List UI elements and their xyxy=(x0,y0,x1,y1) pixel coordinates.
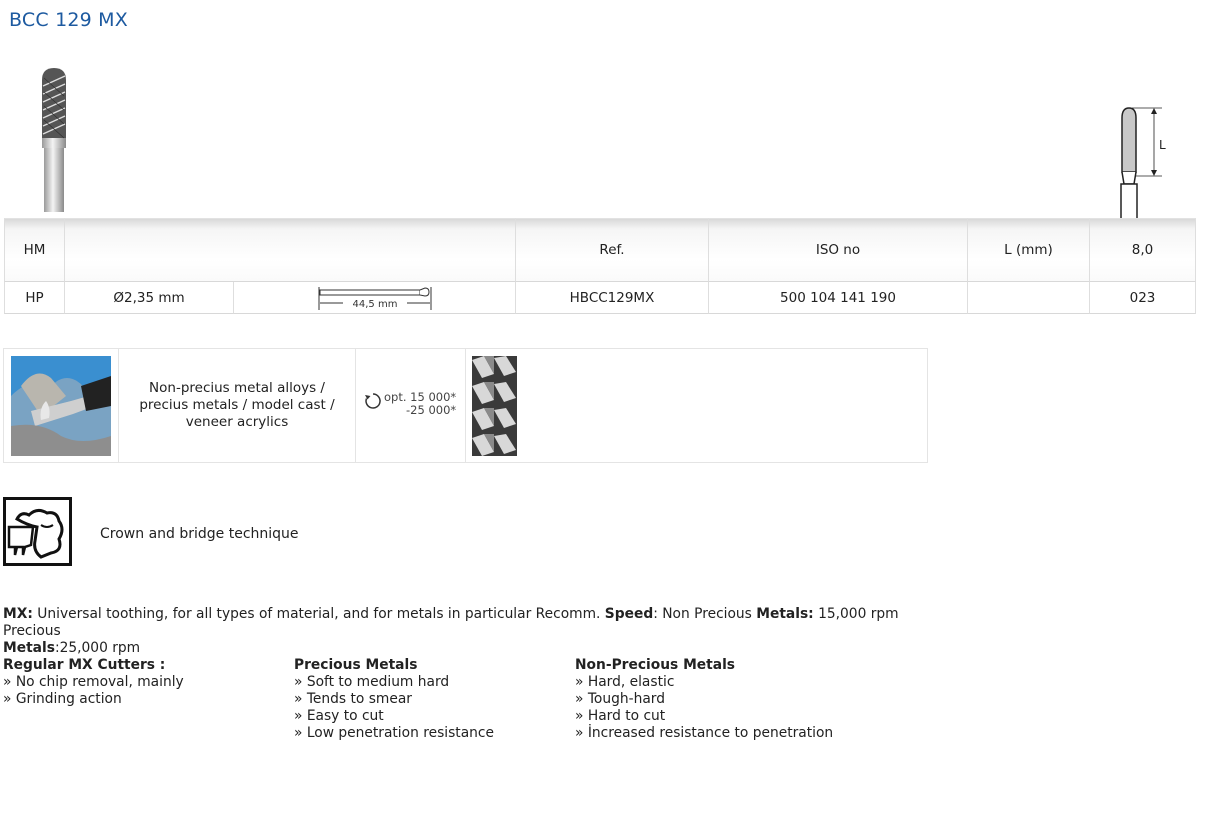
iso-header: ISO no xyxy=(709,218,968,282)
bur-photo xyxy=(36,66,72,212)
spec-table xyxy=(4,218,1196,314)
speed-line-1: opt. 15 000* xyxy=(384,390,457,404)
application-photo xyxy=(11,356,111,456)
list-item: » Tough-hard xyxy=(575,691,665,707)
diameter-cell: Ø2,35 mm xyxy=(65,282,234,314)
metals-label-2: Metals xyxy=(3,640,55,656)
materials-text: Non-precius metal alloys / precius metals / model cast / veneer acrylics xyxy=(139,380,335,430)
iso-cell: 500 104 141 190 xyxy=(709,282,968,314)
spec-data-row xyxy=(4,282,1196,314)
rotation-icon xyxy=(364,392,382,410)
bur-schematic xyxy=(1110,104,1170,219)
precious-metals-column xyxy=(294,657,494,742)
list-item: » Soft to medium hard xyxy=(294,674,450,690)
list-item: » No chip removal, mainly xyxy=(3,674,184,690)
dimension-label: L xyxy=(1159,138,1166,152)
material-cell: HM xyxy=(4,218,65,282)
toothing-box xyxy=(466,349,927,462)
regular-mx-column xyxy=(3,657,184,708)
shank-length-cell xyxy=(234,282,516,314)
shank-cell: HP xyxy=(4,282,65,314)
list-item: » Low penetration resistance xyxy=(294,725,494,741)
speed-label: Speed xyxy=(604,606,654,622)
crown-bridge-icon xyxy=(3,497,72,566)
header-blank-cell xyxy=(65,218,516,282)
speed-text-3: :25,000 rpm xyxy=(54,640,141,656)
shank-length-label: 44,5 mm xyxy=(352,298,397,310)
ref-header: Ref. xyxy=(516,218,709,282)
length-cell xyxy=(968,282,1090,314)
mx-label: MX: xyxy=(3,606,33,622)
speed-box xyxy=(356,349,466,462)
list-item: » Hard, elastic xyxy=(575,674,675,690)
spec-header-row xyxy=(4,218,1196,282)
metals-label-1: Metals: xyxy=(756,606,814,622)
materials-box xyxy=(119,349,356,462)
length-header: L (mm) xyxy=(968,218,1090,282)
page-title: BCC 129 MX xyxy=(9,9,128,31)
speed-line-2: -25 000* xyxy=(406,403,457,417)
column-heading: Regular MX Cutters : xyxy=(3,657,166,673)
list-item: » Easy to cut xyxy=(294,708,384,724)
size-cell: 023 xyxy=(1090,282,1196,314)
speed-recommendation xyxy=(364,391,456,417)
speed-text-2: 15,000 rpm Precious xyxy=(3,606,899,639)
description xyxy=(3,606,943,657)
mx-text: Universal toothing, for all types of material, and for metals in particular Recomm. xyxy=(32,606,605,622)
shank-length-diagram xyxy=(313,284,437,312)
speed-text: : Non Precious xyxy=(653,606,757,622)
technique-label: Crown and bridge technique xyxy=(100,526,299,542)
list-item: » Grinding action xyxy=(3,691,122,707)
application-photo-box xyxy=(4,349,119,462)
length-value-header: 8,0 xyxy=(1090,218,1196,282)
list-item: » Tends to smear xyxy=(294,691,412,707)
list-item: » İncreased resistance to penetration xyxy=(575,725,834,741)
column-heading: Precious Metals xyxy=(294,657,418,673)
list-item: » Hard to cut xyxy=(575,708,666,724)
ref-cell: HBCC129MX xyxy=(516,282,709,314)
column-heading: Non-Precious Metals xyxy=(575,657,736,673)
non-precious-metals-column xyxy=(575,657,833,742)
info-strip xyxy=(3,348,928,463)
toothing-pattern-image xyxy=(472,356,517,456)
